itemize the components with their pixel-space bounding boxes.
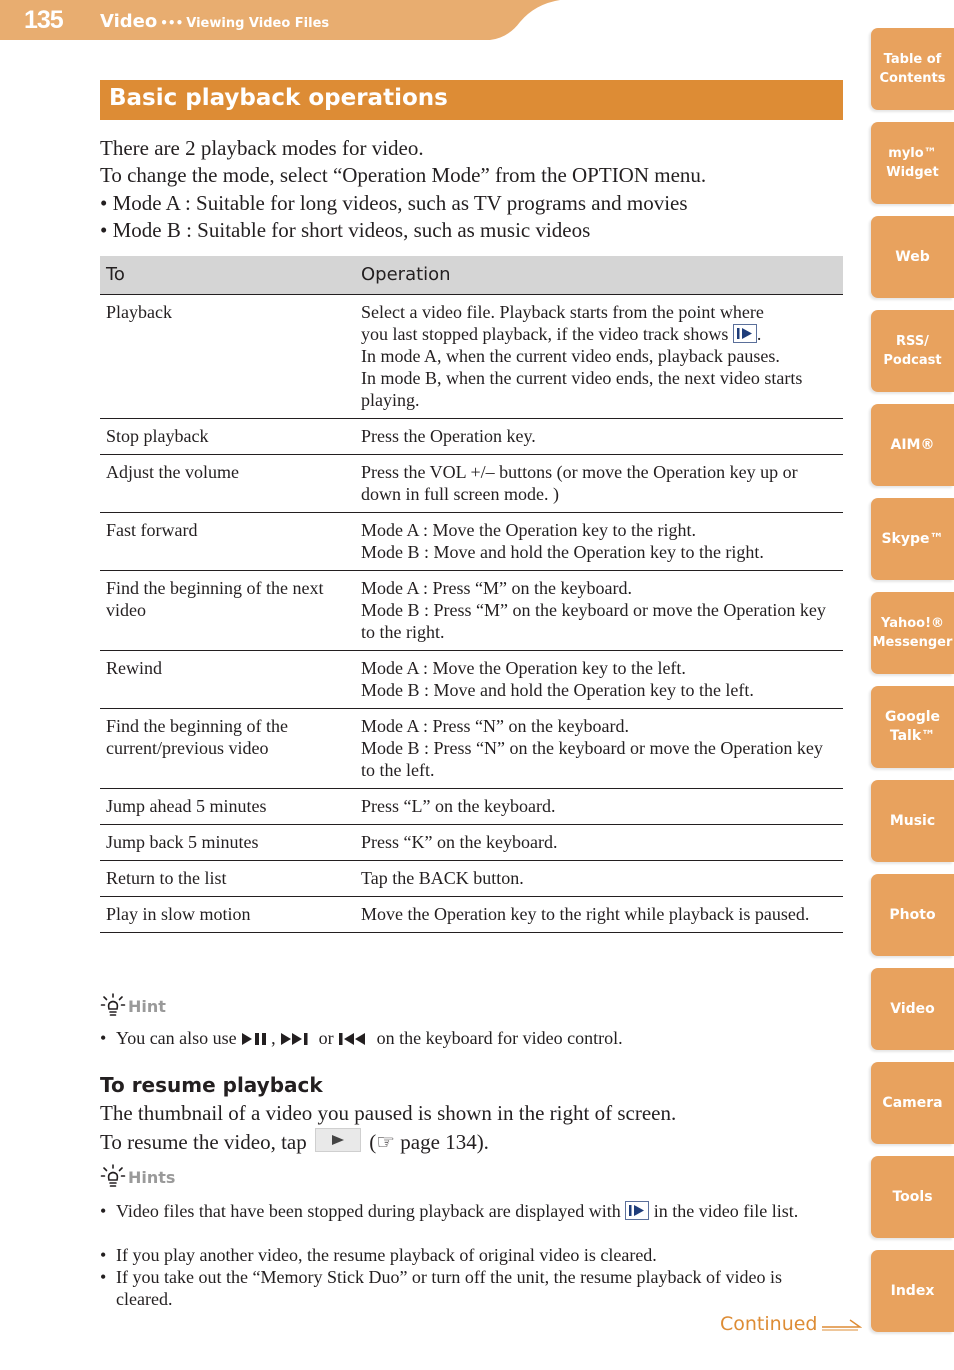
- table-row: [100, 455, 843, 513]
- play-pause-key-icon: [241, 1029, 271, 1051]
- page-number: 135: [24, 6, 63, 34]
- table-row: [100, 419, 843, 455]
- resume-line-1: The thumbnail of a video you paused is shown in the right of screen.: [100, 1101, 677, 1125]
- arrow-right-icon: [822, 1318, 862, 1332]
- tab-yahoo-messenger[interactable]: Yahoo!® Messenger: [871, 592, 954, 674]
- continued-label: Continued: [720, 1313, 818, 1335]
- table-cell-to: Playback: [100, 295, 355, 419]
- table-row: [100, 897, 843, 933]
- bullet: •: [100, 1028, 107, 1048]
- table-cell-to: Return to the list: [100, 861, 355, 897]
- hint-text: on the keyboard for video control.: [376, 1028, 623, 1048]
- bullet: •: [100, 1245, 107, 1265]
- section-title-bar: [100, 80, 843, 120]
- hint-heading: [100, 992, 166, 1018]
- op-text: In mode A, when the current video ends, playback pauses.: [361, 346, 780, 366]
- op-text: Mode B : Move and hold the Operation key to the right.: [361, 542, 764, 562]
- breadcrumb-section: Video: [100, 11, 158, 32]
- table-cell-operation: [355, 571, 843, 651]
- tab-table-of-contents[interactable]: Table of Contents: [871, 28, 954, 110]
- table-cell-operation: [355, 651, 843, 709]
- table-cell-to: Jump ahead 5 minutes: [100, 789, 355, 825]
- page-reference-icon: ☞: [376, 1130, 396, 1154]
- intro-line-1: There are 2 playback modes for video.: [100, 136, 424, 160]
- hint-label: Hint: [128, 997, 166, 1016]
- op-text: Mode A : Press “N” on the keyboard.: [361, 716, 629, 736]
- table-cell-operation: [355, 295, 843, 419]
- op-text: .: [756, 324, 762, 344]
- table-row: [100, 513, 843, 571]
- resume-heading: To resume playback: [100, 1073, 323, 1097]
- tab-music[interactable]: Music: [871, 780, 954, 862]
- resume-text: To resume the video, tap: [100, 1130, 307, 1154]
- hint-item: [100, 1266, 840, 1310]
- table-cell-to: Jump back 5 minutes: [100, 825, 355, 861]
- resume-video-icon: [625, 1201, 649, 1220]
- tab-web[interactable]: Web: [871, 216, 954, 298]
- table-cell-operation: Press the Operation key.: [355, 419, 843, 455]
- column-header-to: To: [100, 256, 355, 295]
- play-button[interactable]: [315, 1128, 361, 1152]
- table-cell-to: Adjust the volume: [100, 455, 355, 513]
- tab-photo[interactable]: Photo: [871, 874, 954, 956]
- hint-text: If you play another video, the resume playback of original video is cleared.: [116, 1245, 657, 1265]
- table-cell-to: Rewind: [100, 651, 355, 709]
- op-text: Mode B : Move and hold the Operation key to the left.: [361, 680, 754, 700]
- page-reference-link[interactable]: page 134).: [400, 1130, 489, 1154]
- op-text: you last stopped playback, if the video track shows: [361, 324, 729, 344]
- lightbulb-icon: [100, 1163, 126, 1189]
- tab-camera[interactable]: Camera: [871, 1062, 954, 1144]
- hint-text: Video files that have been stopped during playback are displayed with: [116, 1201, 621, 1221]
- tab-video[interactable]: Video: [871, 968, 954, 1050]
- table-row: [100, 789, 843, 825]
- bullet: •: [100, 1201, 107, 1221]
- table-cell-operation: Move the Operation key to the right while playback is paused.: [355, 897, 843, 933]
- op-text: Mode B : Press “N” on the keyboard or move the Operation key to the left.: [361, 738, 823, 780]
- resume-line-2: To resume the video, tap (☞ page 134).: [100, 1130, 489, 1154]
- operations-table: [100, 256, 843, 933]
- tab-aim[interactable]: AIM®: [871, 404, 954, 486]
- resume-video-icon: [733, 324, 757, 343]
- play-icon: [332, 1135, 344, 1145]
- table-cell-operation: [355, 709, 843, 789]
- table-cell-to: Play in slow motion: [100, 897, 355, 933]
- table-cell-operation: Press “K” on the keyboard.: [355, 825, 843, 861]
- lightbulb-icon: [100, 992, 126, 1018]
- hint-text: or: [318, 1028, 334, 1048]
- op-text: Select a video file. Playback starts from the point where: [361, 302, 764, 322]
- op-text: Mode B : Press “M” on the keyboard or move the Operation key to the right.: [361, 600, 826, 642]
- op-text: Mode A : Press “M” on the keyboard.: [361, 578, 632, 598]
- tab-google-talk[interactable]: Google Talk™: [871, 686, 954, 768]
- hint-text: If you take out the “Memory Stick Duo” or turn off the unit, the resume playback of video is cleared.: [116, 1267, 782, 1309]
- next-track-key-icon: [280, 1029, 314, 1051]
- column-header-operation: Operation: [355, 256, 843, 295]
- hint-text: in the video file list.: [653, 1201, 799, 1221]
- breadcrumb-separator: •••: [160, 16, 184, 30]
- table-row: [100, 709, 843, 789]
- tab-tools[interactable]: Tools: [871, 1156, 954, 1238]
- table-cell-to: Find the beginning of the next video: [100, 571, 355, 651]
- hint-item: [100, 1244, 840, 1266]
- breadcrumb-subsection: Viewing Video Files: [186, 16, 330, 31]
- table-cell-to: Stop playback: [100, 419, 355, 455]
- hint-text: You can also use: [116, 1028, 237, 1048]
- op-text: Mode A : Move the Operation key to the right.: [361, 520, 696, 540]
- intro-line-2: To change the mode, select “Operation Mode” from the OPTION menu.: [100, 163, 707, 187]
- op-text: In mode B, when the current video ends, the next video starts playing.: [361, 368, 803, 410]
- hint-item: [100, 1027, 840, 1051]
- hint-text: ,: [271, 1028, 276, 1048]
- table-cell-to: Find the beginning of the current/previous video: [100, 709, 355, 789]
- hints-heading: [100, 1163, 175, 1189]
- table-cell-operation: Press the VOL +/– buttons (or move the Operation key up or down in full screen mode. ): [355, 455, 843, 513]
- table-row: [100, 861, 843, 897]
- tab-skype[interactable]: Skype™: [871, 498, 954, 580]
- tab-index[interactable]: Index: [871, 1250, 954, 1332]
- table-cell-operation: [355, 513, 843, 571]
- tab-rss-podcast[interactable]: RSS/ Podcast: [871, 310, 954, 392]
- table-row: [100, 295, 843, 419]
- table-cell-to: Fast forward: [100, 513, 355, 571]
- table-cell-operation: Press “L” on the keyboard.: [355, 789, 843, 825]
- breadcrumb: [100, 11, 329, 32]
- tab-mylo-widget[interactable]: mylo™ Widget: [871, 122, 954, 204]
- table-row: [100, 571, 843, 651]
- intro-mode-a: • Mode A : Suitable for long videos, such as TV programs and movies: [100, 191, 688, 215]
- bullet: •: [100, 1267, 107, 1287]
- table-row: [100, 825, 843, 861]
- page-title: Basic playback operations: [109, 85, 448, 111]
- hint-item: [100, 1200, 840, 1222]
- table-header-row: [100, 256, 843, 295]
- hints-label: Hints: [128, 1168, 176, 1187]
- previous-track-key-icon: [338, 1029, 372, 1051]
- intro-mode-b: • Mode B : Suitable for short videos, such as music videos: [100, 218, 591, 242]
- continued-indicator: [720, 1313, 862, 1335]
- table-cell-operation: Tap the BACK button.: [355, 861, 843, 897]
- op-text: Mode A : Move the Operation key to the left.: [361, 658, 686, 678]
- table-row: [100, 651, 843, 709]
